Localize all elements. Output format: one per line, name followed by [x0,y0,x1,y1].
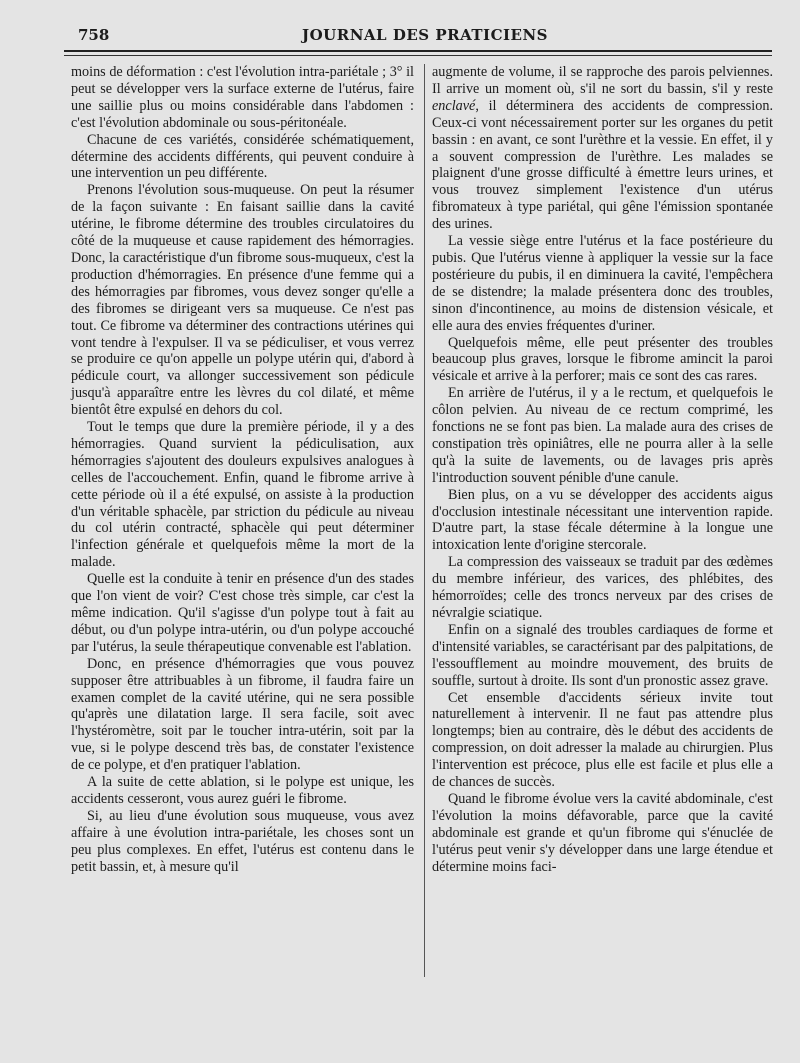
journal-title: JOURNAL DES PRATICIENS [302,26,548,44]
left-paragraph-3: Prenons l'évolution sous-muqueuse. On peut la résumer de la façon suivante : En faisant saillie dans la cavité utérine, le fibrome détermine des troubles circulatoires du côté de la muqueuse et cause rapidement des hémorragies. Donc, la caractéristique d'un fibrome sous-muqueux, c'est la production d'hémorragies. En présence d'une femme qui a des hémorragies par fibromes, vous devez songer qu'elle a des fibromes se dirigeant vers sa muqueuse. Ce n'est pas tout. Ce fibrome va déterminer des contractions utérines qui vont tendre à l'expulser. Il va se pédiculiser, et vous verrez se produire ce qu'on appelle un polype utérin qui, d'abord à pédicule court, va allonger successivement son pédicule jusqu'à apparaître entre les lèvres du col dilaté, et même bientôt être expulsé en dehors du col. [71,182,414,419]
right-paragraph-1: augmente de volume, il se rapproche des parois pelviennes. Il arrive un moment où, s'il ne sort du bassin, s'il y reste enclavé, il déterminera des accidents de compression. Ceux-ci vont nécessairement porter sur les organes du petit bassin : en avant, ce sont l'urèthre et la vessie. En effet, il y a souvent compression de l'urèthre. Les malades se plaignent d'une grosse difficulté à émettre leurs urines, et vous trouvez simplement l'existence d'un utérus fibromateux à type pariétal, qui gêne l'émission spontanée des urines. [432,64,773,233]
right-paragraph-5: Bien plus, on a vu se développer des accidents aigus d'occlusion intestinale nécessitant une intervention rapide. D'autre part, la stase fécale détermine à la longue une intoxication lente d'origine stercorale. [432,486,773,554]
left-paragraph-7: A la suite de cette ablation, si le polype est unique, les accidents cesseront, vous aurez guéri le fibrome. [71,774,414,807]
right-paragraph-3: Quelquefois même, elle peut présenter des troubles beaucoup plus graves, lorsque le fibrome amincit la paroi vésicale et arrive à la perforer; mais ce sont des cas rares. [432,334,773,385]
italic-word: enclavé [432,97,476,114]
left-paragraph-2: Chacune de ces variétés, considérée schématiquement, détermine des accidents différents, qui peuvent conduire à une intervention un peu différente. [71,131,414,182]
right-paragraph-8: Cet ensemble d'accidents sérieux invite tout naturellement à intervenir. Il ne faut pas attendre plus longtemps; bien au contraire, dès le début des accidents de compression, on doit adresser la malade au chirurgien. Plus l'intervention est précoce, plus elle est facile et plus elle a de chances de succès. [432,689,773,791]
left-paragraph-5: Quelle est la conduite à tenir en présence d'un des stades que l'on vient de voir? C'est chose très simple, car c'est la même indication. Qu'il s'agisse d'un polype tout à fait au début, ou d'un polype intra-utérin, ou d'un polype accouché par l'utérus, la seule thérapeutique convenable est l'ablation. [71,571,414,655]
right-paragraph-9: Quand le fibrome évolue vers la cavité abdominale, c'est l'évolution la moins défavorable, parce que la cavité abdominale est grande et qu'un fibrome qui s'énuclée de l'utérus peut venir s'y développer dans une large étendue et détermine moins faci- [432,790,773,875]
left-paragraph-8: Si, au lieu d'une évolution sous muqueuse, vous avez affaire à une évolution intra-pariétale, les choses sont un peu plus complexes. En effet, l'utérus est contenu dans le petit bassin, et, à mesure qu'il [71,807,414,875]
left-paragraph-1: moins de déformation : c'est l'évolution intra-pariétale ; 3° il peut se développer vers la surface externe de l'utérus, faire une saillie plus ou moins considérable dans l'abdomen : c'est l'évolution abdominale ou sous-péritonéale. [71,64,414,131]
right-column [432,64,773,876]
left-paragraph-6: Donc, en présence d'hémorragies que vous pouvez supposer être attribuables à un fibrome, il faudra faire un examen complet de la cavité utérine, qui ne sera possible qu'après une dilatation large. Il sera facile, soit avec l'hystéromètre, soit par le toucher intra-utérin, soit par la vue, si le polype descend très bas, de constater l'existence de ce polype, et d'en pratiquer l'ablation. [71,655,414,774]
right-paragraph-4: En arrière de l'utérus, il y a le rectum, et quelquefois le côlon pelvien. Au niveau de ce rectum comprimé, les fonctions ne se font pas bien. La malade aura des crises de constipation très opiniâtres, elle ne pourra aller à la selle qu'à la suite de lavements, ou de lavages pris après l'introduction souvent pénible d'une canule. [432,385,773,486]
column-divider [424,64,425,977]
header-rule-thick [64,50,772,52]
left-paragraph-4: Tout le temps que dure la première période, il y a des hémorragies. Quand survient la pédiculisation, aux hémorragies s'ajoutent des douleurs expulsives analogues à celles de l'accouchement. Enfin, quand le fibrome arrive à cette période où il a été expulsé, on assiste à la production d'un véritable sphacèle, par striction du pédicule au niveau du col utérin contracté, sphacèle qui peut déterminer l'infection générale et quelquefois même la mort de la malade. [71,419,414,571]
left-column [71,64,414,876]
page-header [78,24,772,44]
header-rule-thin [64,55,772,56]
right-paragraph-2: La vessie siège entre l'utérus et la face postérieure du pubis. Que l'utérus vienne à appliquer la vessie sur la face postérieure du pubis, il en diminuera la cavité, l'empêchera de se distendre; la malade présentera donc des troubles, sinon d'incontinence, au moins de distension vésicale, et elle aura des envies fréquentes d'uriner. [432,233,773,334]
page-number: 758 [78,26,110,44]
right-paragraph-7: Enfin on a signalé des troubles cardiaques de forme et d'intensité variables, se caractérisant par des palpitations, de l'essoufflement au moindre mouvement, des bruits de souffle, surtout à droite. Ils sont d'un pronostic assez grave. [432,621,773,689]
right-paragraph-6: La compression des vaisseaux se traduit par des œdèmes du membre inférieur, des varices, des phlébites, des hémorroïdes; celle des troncs nerveux par des crises de névralgie sciatique. [432,554,773,621]
